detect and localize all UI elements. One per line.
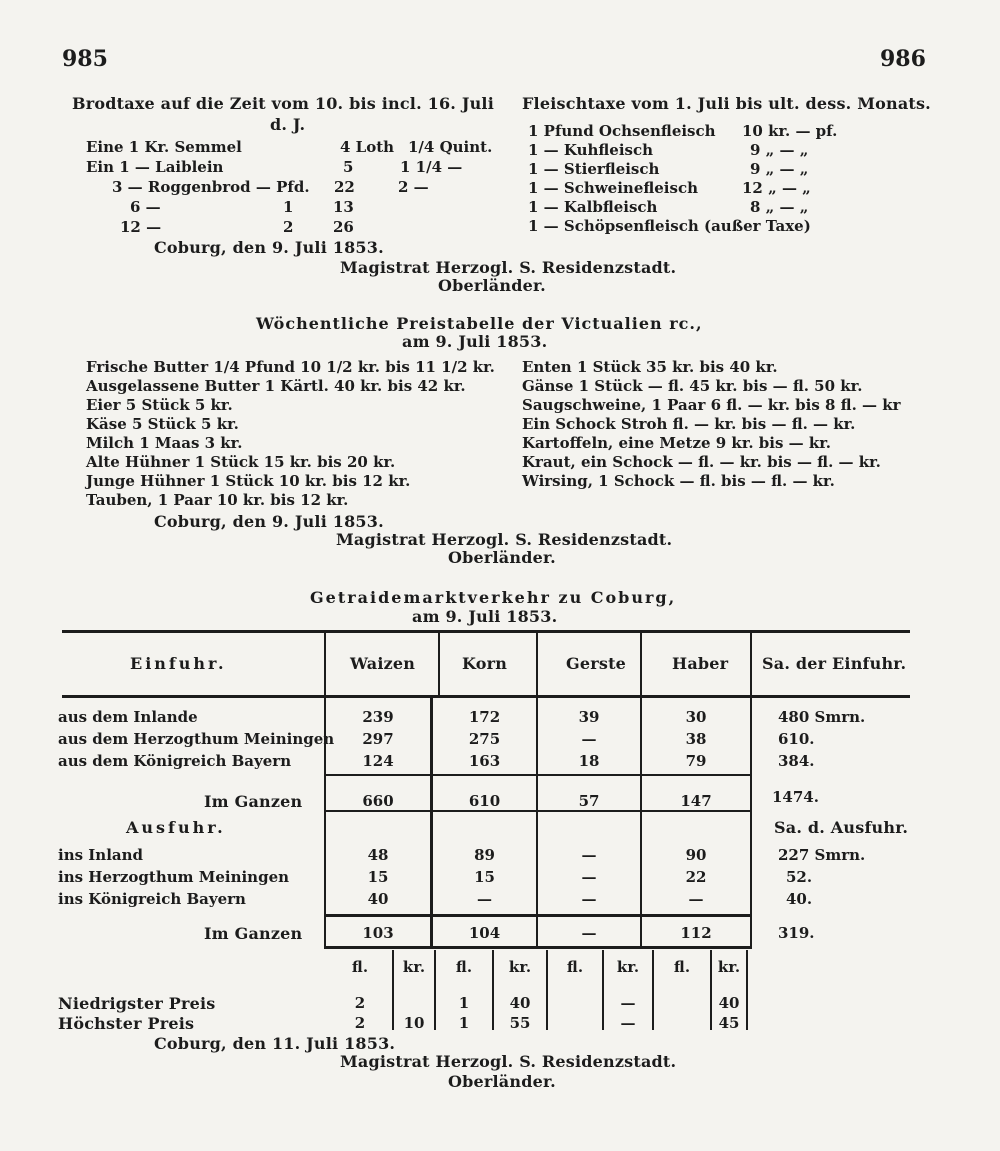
victualien-item: Käse 5 Stück 5 kr.: [86, 415, 239, 433]
brodtaxe-item: 3 — Roggenbrod — Pfd.: [112, 178, 310, 196]
table-top-rule: [62, 630, 910, 633]
ausfuhr-cell: 15: [474, 868, 495, 886]
fleischtaxe-item: 1 — Kalbfleisch: [528, 198, 658, 216]
brodtaxe-value: 1/4 Quint.: [408, 138, 493, 156]
einfuhr-cell: 275: [468, 730, 501, 748]
einfuhr-row-label: aus dem Inlande: [58, 708, 198, 726]
fleischtaxe-item: 1 — Kuhfleisch: [528, 141, 654, 159]
brodtaxe-title: Brodtaxe auf die Zeit vom 10. bis incl. 16. Juli: [72, 94, 494, 113]
table-header-rule: [62, 695, 910, 698]
header-gerste: Gerste: [566, 654, 627, 673]
einfuhr-sum: 480 Smrn.: [778, 708, 866, 726]
brodtaxe-value: 1: [283, 198, 294, 216]
page-number-left: 985: [62, 46, 108, 72]
brodtaxe-value: 1 1/4 —: [400, 158, 463, 176]
col-divider: [746, 950, 748, 1030]
signature-magistrat: Magistrat Herzogl. S. Residenzstadt.: [340, 258, 677, 277]
col-divider: [640, 632, 642, 696]
header-sum-einfuhr: Sa. der Einfuhr.: [762, 654, 907, 673]
page-number-right: 986: [880, 46, 926, 72]
fleischtaxe-title: Fleischtaxe vom 1. Juli bis ult. dess. Monats.: [522, 94, 931, 113]
ausfuhr-total-label: Im Ganzen: [204, 924, 303, 943]
victualien-item: Wirsing, 1 Schock — fl. bis — fl. — kr.: [522, 472, 835, 490]
price-cell: 1: [458, 1014, 470, 1032]
price-cell: —: [620, 994, 636, 1012]
einfuhr-sum: 610.: [778, 730, 815, 748]
victualien-date: Coburg, den 9. Juli 1853.: [154, 512, 384, 531]
ausfuhr-total-cell: —: [581, 924, 597, 942]
einfuhr-cell: —: [581, 730, 597, 748]
ausfuhr-row-label: ins Inland: [58, 846, 144, 864]
ausfuhr-grand-total: 319.: [778, 924, 815, 942]
brodtaxe-value: 26: [333, 218, 354, 236]
price-header-fl: fl.: [673, 958, 691, 976]
ausfuhr-total-cell: 112: [680, 924, 712, 942]
victualien-item: Gänse 1 Stück — fl. 45 kr. bis — fl. 50 kr.: [522, 377, 863, 395]
brodtaxe-value: 22: [334, 178, 355, 196]
price-cell: 10: [403, 1014, 425, 1032]
victualien-title: Wöchentliche Preistabelle der Victualien rc.,: [256, 314, 703, 333]
price-cell: —: [620, 1014, 636, 1032]
fleischtaxe-item: 1 — Stierfleisch: [528, 160, 660, 178]
fleischtaxe-price: 8 „ — „: [750, 198, 809, 216]
einfuhr-cell: 18: [578, 752, 600, 770]
price-header-kr: kr.: [508, 958, 532, 976]
signature-name: Oberländer.: [448, 548, 556, 567]
ausfuhr-sum: 52.: [786, 868, 813, 886]
header-haber: Haber: [672, 654, 729, 673]
signature-magistrat: Magistrat Herzogl. S. Residenzstadt.: [340, 1052, 677, 1071]
einfuhr-cell: 124: [362, 752, 394, 770]
signature-name: Oberländer.: [438, 276, 546, 295]
einfuhr-grand-total: 1474.: [772, 788, 819, 806]
einfuhr-cell: 79: [685, 752, 707, 770]
ausfuhr-cell: —: [688, 890, 704, 908]
ausfuhr-sum: 40.: [786, 890, 813, 908]
price-header-fl: fl.: [455, 958, 473, 976]
col-divider: [536, 632, 538, 696]
price-cell: 1: [458, 994, 470, 1012]
price-section-rule: [324, 946, 752, 949]
einfuhr-cell: 163: [468, 752, 501, 770]
victualien-item: Frische Butter 1/4 Pfund 10 1/2 kr. bis 11 1/2 kr.: [86, 358, 495, 376]
ausfuhr-total-cell: 104: [468, 924, 501, 942]
brodtaxe-value: 4 Loth: [340, 138, 395, 156]
ausfuhr-cell: 22: [685, 868, 707, 886]
brodtaxe-item: Ein 1 — Laiblein: [86, 158, 224, 176]
price-header-kr: kr.: [717, 958, 741, 976]
ausfuhr-cell: —: [581, 890, 597, 908]
einfuhr-cell: 239: [362, 708, 394, 726]
einfuhr-cell: 30: [685, 708, 707, 726]
ausfuhr-label: Ausfuhr.: [126, 818, 226, 837]
brodtaxe-value: 2: [283, 218, 294, 236]
ausfuhr-start-rule: [324, 810, 752, 812]
ausfuhr-sum: 227 Smrn.: [778, 846, 866, 864]
ausfuhr-total-cell: 103: [362, 924, 394, 942]
header-einfuhr: Einfuhr.: [130, 654, 227, 673]
fleischtaxe-price: 12 „ — „: [742, 179, 811, 197]
ausfuhr-row-label: ins Königreich Bayern: [58, 890, 246, 908]
getraide-title: Getraidemarktverkehr zu Coburg,: [310, 588, 677, 607]
victualien-date-line: am 9. Juli 1853.: [402, 332, 548, 351]
victualien-item: Tauben, 1 Paar 10 kr. bis 12 kr.: [86, 491, 349, 509]
price-cell: 2: [354, 994, 366, 1012]
victualien-item: Kraut, ein Schock — fl. — kr. bis — fl. — kr.: [522, 453, 881, 471]
victualien-item: Alte Hühner 1 Stück 15 kr. bis 20 kr.: [86, 453, 396, 471]
price-header-fl: fl.: [351, 958, 369, 976]
ausfuhr-cell: 89: [474, 846, 495, 864]
price-row-label: Höchster Preis: [58, 1014, 195, 1033]
price-header-kr: kr.: [402, 958, 426, 976]
col-divider: [324, 632, 326, 696]
victualien-item: Kartoffeln, eine Metze 9 kr. bis — kr.: [522, 434, 832, 452]
einfuhr-cell: 38: [685, 730, 707, 748]
ausfuhr-cell: 15: [367, 868, 389, 886]
einfuhr-total-cell: 610: [468, 792, 501, 810]
einfuhr-cell: 172: [468, 708, 501, 726]
victualien-item: Eier 5 Stück 5 kr.: [86, 396, 233, 414]
victualien-item: Junge Hühner 1 Stück 10 kr. bis 12 kr.: [86, 472, 411, 490]
price-cell: 40: [509, 994, 531, 1012]
einfuhr-row-label: aus dem Königreich Bayern: [58, 752, 292, 770]
victualien-item: Milch 1 Maas 3 kr.: [86, 434, 243, 452]
col-divider: [750, 632, 752, 696]
einfuhr-sum: 384.: [778, 752, 815, 770]
getraide-date: Coburg, den 11. Juli 1853.: [154, 1034, 396, 1053]
victualien-item: Ein Schock Stroh fl. — kr. bis — fl. — kr.: [522, 415, 856, 433]
fleischtaxe-price: 10 kr. — pf.: [742, 122, 838, 140]
fleischtaxe-price: 9 „ — „: [750, 160, 809, 178]
ausfuhr-row-label: ins Herzogthum Meiningen: [58, 868, 290, 886]
victualien-item: Saugschweine, 1 Paar 6 fl. — kr. bis 8 fl. — kr: [522, 396, 901, 414]
ausfuhr-cell: 48: [367, 846, 389, 864]
einfuhr-cell: 297: [362, 730, 394, 748]
einfuhr-total-label: Im Ganzen: [204, 792, 303, 811]
price-cell: 55: [509, 1014, 531, 1032]
ausfuhr-cell: 40: [367, 890, 389, 908]
signature-name: Oberländer.: [448, 1072, 556, 1091]
col-divider: [750, 698, 752, 946]
brodtaxe-value: 2 —: [398, 178, 429, 196]
ausfuhr-cell: —: [581, 846, 597, 864]
einfuhr-cell: 39: [578, 708, 600, 726]
signature-magistrat: Magistrat Herzogl. S. Residenzstadt.: [336, 530, 673, 549]
einfuhr-total-rule: [324, 774, 752, 776]
fleischtaxe-item: 1 — Schweinefleisch: [528, 179, 698, 197]
ausfuhr-cell: —: [477, 890, 492, 908]
price-header-kr: kr.: [616, 958, 640, 976]
brodtaxe-item: 12 —: [120, 218, 162, 236]
ausfuhr-total-rule: [324, 914, 752, 917]
ausfuhr-sum-header: Sa. d. Ausfuhr.: [774, 818, 909, 837]
price-row-label: Niedrigster Preis: [58, 994, 216, 1013]
fleischtaxe-item: 1 — Schöpsenfleisch (außer Taxe): [528, 217, 811, 235]
header-waizen: Waizen: [350, 654, 416, 673]
price-cell: 45: [718, 1014, 740, 1032]
ausfuhr-cell: 90: [685, 846, 707, 864]
fleischtaxe-item: 1 Pfund Ochsenfleisch: [528, 122, 716, 140]
getraide-date-line: am 9. Juli 1853.: [412, 607, 558, 626]
einfuhr-total-cell: 660: [362, 792, 394, 810]
ausfuhr-cell: —: [581, 868, 597, 886]
einfuhr-total-cell: 57: [578, 792, 600, 810]
price-cell: 40: [718, 994, 740, 1012]
col-divider: [438, 632, 440, 696]
brodtaxe-item: 6 —: [130, 198, 161, 216]
price-cell: 2: [354, 1014, 366, 1032]
fleischtaxe-price: 9 „ — „: [750, 141, 809, 159]
brodtaxe-title-2: d. J.: [270, 115, 306, 134]
brodtaxe-item: Eine 1 Kr. Semmel: [86, 138, 242, 156]
brodtaxe-value: 5: [343, 158, 354, 176]
brodtaxe-date: Coburg, den 9. Juli 1853.: [154, 238, 384, 257]
einfuhr-row-label: aus dem Herzogthum Meiningen: [58, 730, 335, 748]
price-header-fl: fl.: [566, 958, 584, 976]
victualien-item: Ausgelassene Butter 1 Kärtl. 40 kr. bis 42 kr.: [86, 377, 466, 395]
einfuhr-total-cell: 147: [680, 792, 712, 810]
brodtaxe-value: 13: [333, 198, 354, 216]
victualien-item: Enten 1 Stück 35 kr. bis 40 kr.: [522, 358, 778, 376]
header-korn: Korn: [462, 654, 508, 673]
